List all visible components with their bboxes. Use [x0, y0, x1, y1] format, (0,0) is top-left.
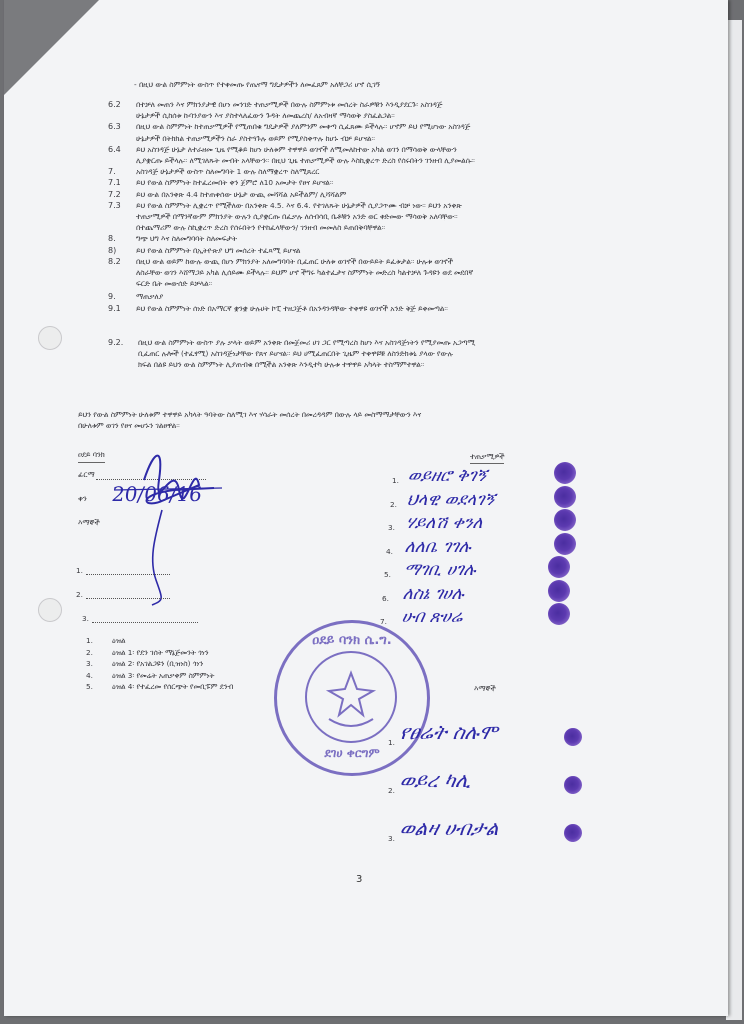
thumbprint-icon	[548, 603, 570, 625]
clause-number: 6.3	[108, 122, 121, 132]
signer-number: 2.	[390, 499, 397, 509]
thumbprint-icon	[564, 776, 582, 794]
attachment-text: ዕዝል 4፡ የተፈረመ የሰርጭት የመቢፑም ደንብ	[112, 682, 234, 691]
clause-number: 6.4	[108, 144, 121, 154]
clause-number: 7.2	[108, 189, 121, 199]
clause-text: ቢፈጠር ሉሎች (ተፈፃሚ) አስገዳጅነታቸው የጸና ይሆናል። ይህ ሀሚፈጠርበት ጊዜም ተቀዋዩቹ ለስንድክቱኒ ያላው የውሉ	[138, 349, 453, 358]
clause-text: ሊያቋርጡ ይችላሉ። ለሚገለጹት መብት አላቸውን። በዚህ ጊዜ ተጠቃሚዎች ውሉ እስኪቋረጥ ድረስ የሰሩበትን ገንዘብ ሊያመልሱ።	[136, 156, 475, 165]
clause-number: 8.	[108, 234, 116, 244]
left-party-name: ዐደይ ባንክ	[78, 450, 105, 463]
clause-number: 6.2	[108, 100, 121, 109]
clause-text: አስገዳጅ ሁኔታዎች ውስጥ ስለመግባት 1 ውሉ ስለማቋረጥ ስለሚጸረር	[136, 167, 320, 177]
thumbprint-icon	[548, 580, 570, 602]
signer-signature: ህላዊ ወደላገኝ	[405, 489, 496, 510]
thumbprint-icon	[554, 533, 576, 555]
clause-text: ማጠቃለያ	[136, 292, 164, 302]
underlying-page-edge	[726, 20, 742, 1020]
signer-number: 7.	[380, 617, 387, 626]
attachment-number: 1.	[86, 636, 93, 645]
witness-number: 1.	[388, 738, 395, 747]
signer-signature: ሁበ ጽሀሬ	[400, 607, 464, 627]
stamp-emblem-icon	[307, 653, 395, 741]
clause-number: 8.2	[108, 256, 121, 266]
clause-text: ይህ የውል ስምምነት ሰነድ በአማርኛ ቋንቋ ሁሉሀት ኮፒ ተዘጋጅቶ በአንዳንዳቸው ተቀዋዩ ወገኖች አንድ ቅጅ ይቀመጣል።	[136, 303, 448, 313]
thumbprint-icon	[564, 728, 582, 746]
clause-text: በዚህ ውል ወይም ከውሉ ውጪ በሆነ ምክንያት አለመግባባት ቢፈጠር ሁለቱ ወገኖች በውይይት ይፈቱታል። ሁሉቱ ወገኖች	[136, 256, 453, 266]
punch-hole	[38, 598, 62, 622]
clause-text: ይህ ውል በአንቀጽ 4.4 ከተጠቀሰው ሁኔታ ውጪ መሻሻል አይችልም/ ሊሻሻልም	[136, 189, 347, 199]
signer-number: 4.	[386, 546, 393, 556]
signer-number: 5.	[384, 570, 391, 579]
folded-corner	[4, 0, 99, 95]
text-line-top: - በዚህ ውል ስምምነት ውስጥ የተቀመጡ የጤናማ ግዴታዎችን ለመፈጸም አለቸጋሪ ሆኖ ሲገኝ	[134, 80, 381, 89]
attachment-text: ዕዝል 1፡ የደን ገሰት ማኔጅመንት ጎነን	[112, 647, 209, 657]
thumbprint-icon	[564, 824, 582, 842]
clause-text: ይህ የውል ስምምነት ከተፈረመበት ቀን ጀምሮ ለ10 አመታት የፀና ይሆናል።	[136, 178, 334, 188]
witness-number: 3.	[388, 834, 395, 843]
left-witness-3-num: 3.	[82, 614, 89, 623]
witness-signature: ወልዛ ሀብታል	[398, 816, 501, 840]
stamp-bottom-text: ደገሀ ቀርግም	[324, 746, 380, 760]
left-witness-2-num: 2.	[76, 590, 83, 599]
signer-signature: ወይዘሮ ቅገኝ	[406, 466, 488, 486]
witness-line	[92, 622, 198, 623]
clause-text: ሁኔታዎች ሲከሰቱ ኩባንያውን እና ያስተላለፈውን ጉዳት ለመጨረስ/ ለአብዛኛ ማሳወቅ ያስፈልጋል።	[136, 111, 395, 121]
official-stamp	[274, 620, 430, 776]
clause-text: ይህ አስገዳጅ ሁኔታ ለተራዘመ ጊዜ የሚቆይ ከሆነ ሁለቱም ተዋዋይ ወገኖች ለሚመለከተው አካል ወገን በማሳወቅ ውላቸውን	[136, 144, 457, 154]
signer-signature: ለለቤ ገገሉ	[403, 536, 473, 557]
thumbprint-icon	[548, 556, 570, 578]
clause-text: ይህ የውል ስምምነት በኢትዮጵያ ህግ መሰረት ተፈጻሚ ይሆናል	[136, 245, 301, 255]
signer-number: 1.	[392, 476, 399, 485]
page-number: 3	[356, 874, 363, 885]
left-witnesses-label: እማኞች	[78, 518, 100, 527]
clause-text: በዚህ ውል ስምምነት ከተጠቃሚዎች የሚጠበቁ ግዴታዎች ያለምንም መቀጣ ሲፈጸሙ ይችላሉ። ሆኖም ይህ የሚሆነው አስገዳጅ	[136, 122, 471, 132]
clause-text: በዚህ ውል ስምምነት ውስጥ ያሉ ቃላት ወይም አንቀጽ በመጀመሪ ሀገ ጋር የሚጣረስ ከሆነ እና አስገዳጅነትን የሚያመጡ አጋጣሚ	[138, 338, 476, 347]
clause-number: 9.1	[108, 303, 121, 313]
left-signature-scribble	[104, 440, 234, 610]
clause-number: 9.2.	[108, 338, 124, 347]
attachment-number: 2.	[86, 647, 93, 657]
closing-line: በሁለቱም ወገን የፀና መሆኑን ገልፀዋል።	[78, 421, 180, 430]
left-sign-label: ፊርማ	[78, 470, 95, 479]
signer-number: 6.	[382, 593, 389, 603]
thumbprint-icon	[554, 509, 576, 531]
clause-text: ይህ የውል ስምምነት ሊቋረጥ የሚችለው በአንቀጽ 4.5. እና 6.4. የተገለጹት ሁኔታዎች ሲያጋጥሙ ብቻ ነው። ይህን አንቀጽ	[136, 200, 462, 210]
attachment-number: 5.	[86, 682, 93, 691]
clause-number: 8)	[108, 245, 117, 255]
clause-number: 7.3	[108, 200, 121, 210]
witness-line	[86, 574, 170, 575]
clause-text: ክፍል በልዩ ይህን ውል ስምምነት ሊያጠብቁ በሚችል አንቀጽ እንዲተካ ሁሉቱ ተዋዋይ አካላት ተስማምተዋል።	[138, 360, 425, 369]
signer-number: 3.	[388, 523, 395, 532]
right-witness-heading: እማኞች	[474, 684, 496, 693]
witness-signature: የፀሬት ስሉሞ	[398, 720, 500, 744]
thumbprint-icon	[554, 462, 576, 484]
left-witness-1-num: 1.	[76, 566, 83, 575]
stamp-top-text: ዐደይ ባንክ ሴ.ግ.	[312, 633, 392, 648]
date-handwritten: 20/06/16	[110, 482, 204, 506]
thumbprint-icon	[554, 486, 576, 508]
right-party-heading: ተጠቃሚዎች	[470, 452, 504, 464]
punch-hole	[38, 326, 62, 350]
signer-signature: ሃይለሽ ቀንለ	[404, 513, 485, 533]
document-page	[4, 0, 728, 1016]
attachment-text: ዕዝል	[112, 636, 126, 645]
closing-line: ይህን የውል ስምምነት ሁለቱም ተዋዋይ አካላት ዓባትው ስለሚገ እና ሃሳራት መሰረት በመረዳዳም በውሉ ላይ መስማማታቸውን እና	[78, 410, 422, 419]
clause-text: በተጨማሪም ውሉ ስኪቋረጥ ድረስ የሰሩበትን የተከፈላቸውን/ ገንዘብ መመለስ ይጠበቅባቸዋል።	[136, 223, 386, 233]
clause-number: 7.	[108, 167, 116, 177]
clause-text: ተጠቃሚዎች በማንኛውም ምክንያት ውሉን ሲያቋርጡ በፈቃሉ ለሰብሳቢ ቤቶቹን አንድ ወር ቀድመው ማሳወቅ አለባቸው።	[136, 212, 458, 221]
attachment-text: ዕዝል 2፡ የአገልጋዩን (ቢዝነስ) ጎነን	[112, 659, 204, 668]
clause-text: ሁኔታዎች በትክክል ተጠቃሚዎችን ስራ ያስተጓጉሉ ወይም የሚያስቀጥሉ ከሆኑ ብቻ ይሆናል።	[136, 133, 375, 143]
clause-text: ግጭ ህግ እና ስለመግባባት ስለመፍታት	[136, 234, 237, 244]
left-date-label: ቀን	[78, 494, 87, 503]
signer-signature: ለስኔ ገሀሉ	[401, 583, 466, 604]
attachment-number: 3.	[86, 659, 93, 668]
signer-signature: ማገቢ ሀገሉ	[402, 560, 478, 580]
attachment-number: 4.	[86, 670, 93, 680]
witness-signature: ወይረ ካሊ	[398, 768, 473, 792]
clause-text: ፍርድ ቤት መውሰድ ይቻላል።	[136, 279, 213, 289]
clause-number: 9.	[108, 292, 116, 302]
stamp-emblem	[305, 651, 397, 743]
attachment-text: ዕዝል 3፡ የመሬት አጠቃቀም ስምምነት	[112, 670, 215, 680]
witness-number: 2.	[388, 786, 395, 795]
clause-number: 7.1	[108, 178, 121, 188]
clause-text: ለስራቸው ወገን እሸማጋይ አካል ሊሰይሙ ይችላሉ። ይህም ሆኖ ችግሩ ካልተፈታና ስምምነት መድረስ ካልተቻለ ጉዳዩን ወደ መደበኛ	[136, 268, 474, 277]
clause-text: በተቻለ መጠን እና ምክንያታዊ በሆነ መንገድ ተጠቃሚዎች በውሉ ስምምነቱ መሰረት ስራዎቹን እንዲያደርጉ፡ አስገዳጅ	[136, 100, 443, 109]
witness-line	[86, 598, 170, 599]
